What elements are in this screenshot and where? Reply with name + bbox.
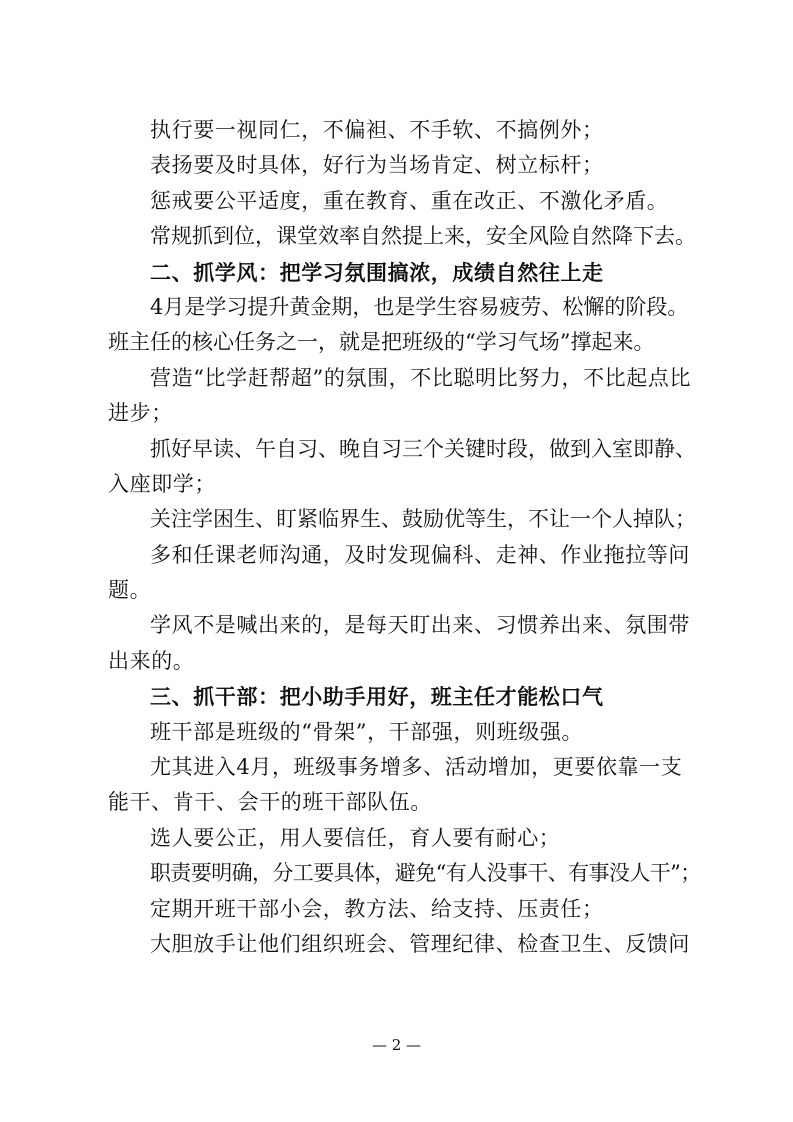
paragraph-line: 进步；	[108, 401, 173, 426]
paragraph-line: 抓好早读、午自习、晚自习三个关键时段，做到入室即静、	[150, 436, 696, 461]
paragraph-line: 大胆放手让他们组织班会、管理纪律、检查卫生、反馈问	[150, 931, 690, 956]
paragraph-line: 出来的。	[108, 648, 195, 673]
page-number: — 2 —	[371, 1036, 422, 1054]
paragraph-line: 定期开班干部小会，教方法、给支持、压责任；	[150, 896, 604, 921]
paragraph-line: 多和任课老师沟通，及时发现偏科、走神、作业拖拉等问	[150, 542, 690, 567]
section-heading-class-cadres: 三、抓干部：把小助手用好，班主任才能松口气	[150, 684, 604, 710]
paragraph-line: 学风不是喊出来的，是每天盯出来、习惯养出来、氛围带	[150, 613, 690, 638]
paragraph-line: 常规抓到位，课堂效率自然提上来，安全风险自然降下去。	[150, 224, 696, 249]
paragraph-line: 关注学困生、盯紧临界生、鼓励优等生，不让一个人掉队；	[150, 507, 696, 532]
paragraph-line: 选人要公正，用人要信任，育人要有耐心；	[150, 825, 561, 850]
paragraph-line: 能干、肯干、会干的班干部队伍。	[108, 790, 432, 815]
paragraph-line: 入座即学；	[108, 471, 216, 496]
paragraph-line: 表扬要及时具体，好行为当场肯定、树立标杆；	[150, 153, 604, 178]
document-body	[108, 113, 701, 962]
paragraph-line: 4月是学习提升黄金期，也是学生容易疲劳、松懈的阶段。	[150, 294, 689, 319]
paragraph-line: 班主任的核心任务之一，就是把班级的“学习气场”撑起来。	[108, 330, 655, 355]
paragraph-line: 班干部是班级的“骨架”，干部强，则班级强。	[150, 719, 584, 744]
paragraph-line: 执行要一视同仁，不偏袒、不手软、不搞例外；	[150, 118, 604, 142]
paragraph-line: 职责要明确，分工要具体，避免“有人没事干、有事没人干”；	[150, 861, 701, 886]
paragraph-line: 题。	[108, 578, 152, 603]
paragraph-line: 惩戒要公平适度，重在教育、重在改正、不激化矛盾。	[150, 188, 669, 213]
paragraph-line: 尤其进入4月，班级事务增多、活动增加，更要依靠一支	[150, 755, 683, 780]
paragraph-line: 营造“比学赶帮超”的氛围，不比聪明比努力，不比起点比	[150, 365, 692, 390]
section-heading-study-style: 二、抓学风：把学习氛围搞浓，成绩自然往上走	[150, 259, 604, 285]
